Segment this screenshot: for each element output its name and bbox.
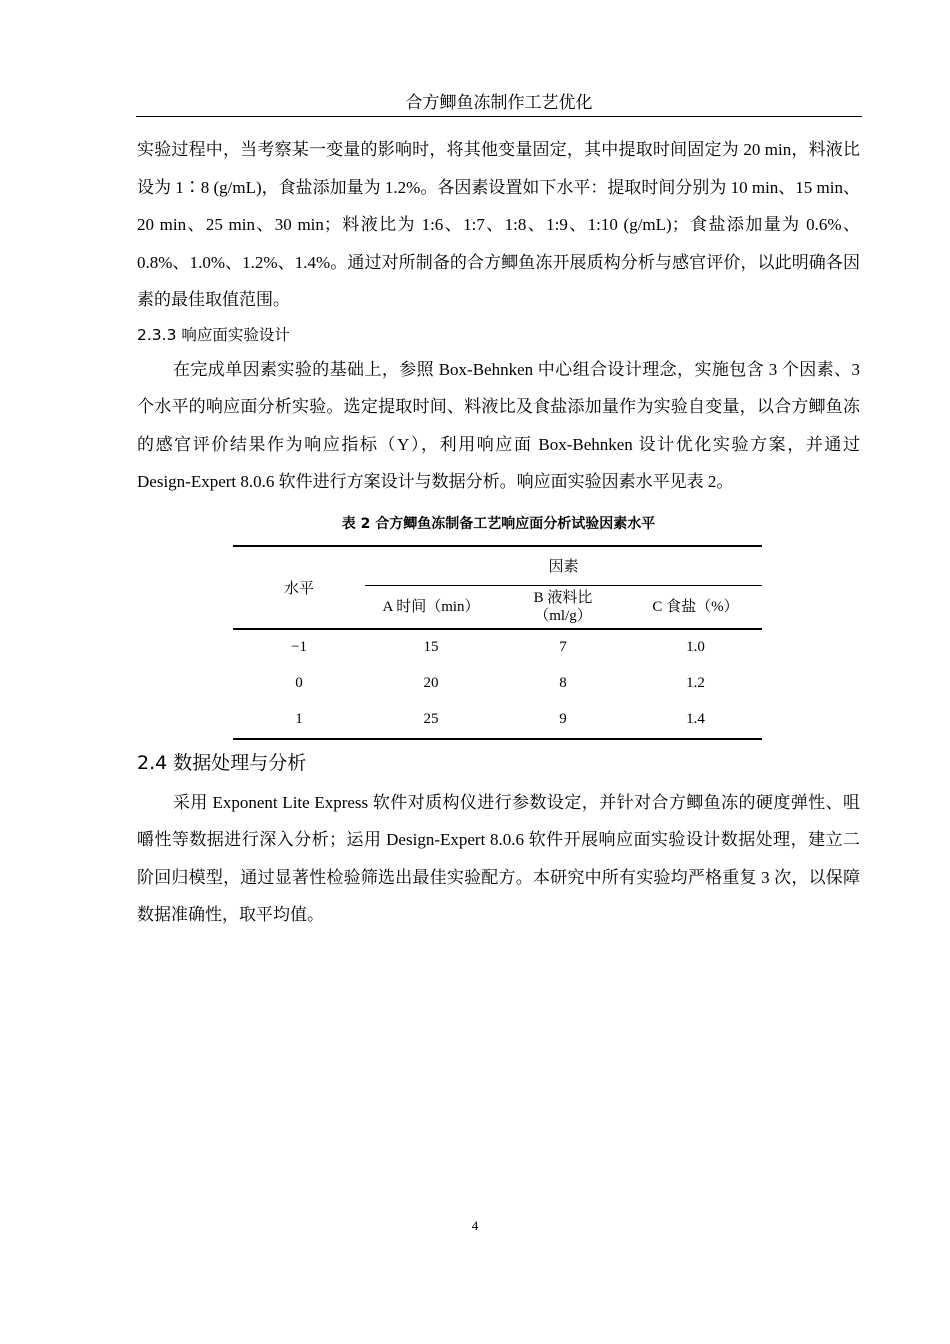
column-header-a: A 时间（min） xyxy=(365,585,497,629)
level-cell: 1 xyxy=(233,702,365,739)
table-row xyxy=(233,702,762,739)
paragraph-single-factor: 实验过程中，当考察某一变量的影响时，将其他变量固定，其中提取时间固定为 20 min，料液比设为 1∶8 (g/mL)，食盐添加量为 1.2%。各因素设置如下水平：提取时间分别为 10 min、15 min、20 min、25 min、30 min；料液比为 1:6、1:7、1:8、1:9、1:10 (g/mL)；食盐添加量为 0.6%、0.8%、1.0%、1.2%、1.4%。通过对所制备的合方鲫鱼冻开展质构分析与感官评价，以此明确各因素的最佳取值范围。 xyxy=(137,140,860,309)
b-cell: 9 xyxy=(497,702,629,739)
running-header: 合方鲫鱼冻制作工艺优化 xyxy=(405,93,593,112)
paragraph-data-processing: 采用 Exponent Lite Express 软件对质构仪进行参数设定，并针对合方鲫鱼冻的硬度弹性、咀嚼性等数据进行深入分析；运用 Design-Expert 8.0.6 软件开展响应面实验设计数据处理，建立二阶回归模型，通过显著性检验筛选出最佳实验配方。本研究中所有实验均严格重复 3 次，以保障数据准确性，取平均值。 xyxy=(137,792,860,924)
c-cell: 1.4 xyxy=(629,702,762,739)
c-cell: 1.2 xyxy=(686,675,705,691)
section-heading-2-4: 2.4 数据处理与分析 xyxy=(137,751,307,774)
paragraph-response-surface: 在完成单因素实验的基础上，参照 Box-Behnken 中心组合设计理念，实施包含 3 个因素、3 个水平的响应面分析实验。选定提取时间、料液比及食盐添加量作为实验自变量，以合方鲫鱼冻的感官评价结果作为响应指标（Y），利用响应面 Box-Behnken 设计优化实验方案，并通过 Design-Expert 8.0.6 软件进行方案设计与数据分析。响应面实验因素水平见表 2。 xyxy=(137,359,860,491)
c-cell: 1.0 xyxy=(686,639,705,655)
table-caption: 表 2 合方鲫鱼冻制备工艺响应面分析试验因素水平 xyxy=(341,515,656,532)
column-header-b xyxy=(497,585,629,629)
table-row xyxy=(233,629,762,666)
level-cell: −1 xyxy=(291,639,307,655)
a-cell: 25 xyxy=(365,702,497,739)
level-header: 水平 xyxy=(233,546,365,629)
column-header-b-line2: （ml/g） xyxy=(534,607,592,624)
page-number: 4 xyxy=(471,1218,479,1233)
b-cell: 7 xyxy=(559,639,567,655)
header-rule xyxy=(136,116,862,117)
a-cell: 20 xyxy=(423,675,439,691)
a-cell: 15 xyxy=(423,639,439,655)
b-cell: 8 xyxy=(559,675,567,691)
column-header-c: C 食盐（%） xyxy=(629,585,762,629)
table-row xyxy=(233,666,762,702)
factor-header: 因素 xyxy=(365,546,762,586)
factor-level-table xyxy=(233,545,762,740)
column-header-b-line1: B 液料比 xyxy=(533,589,593,606)
section-heading-2-3-3: 2.3.3 响应面实验设计 xyxy=(137,325,290,344)
page-content xyxy=(137,131,860,934)
level-cell: 0 xyxy=(295,675,303,691)
